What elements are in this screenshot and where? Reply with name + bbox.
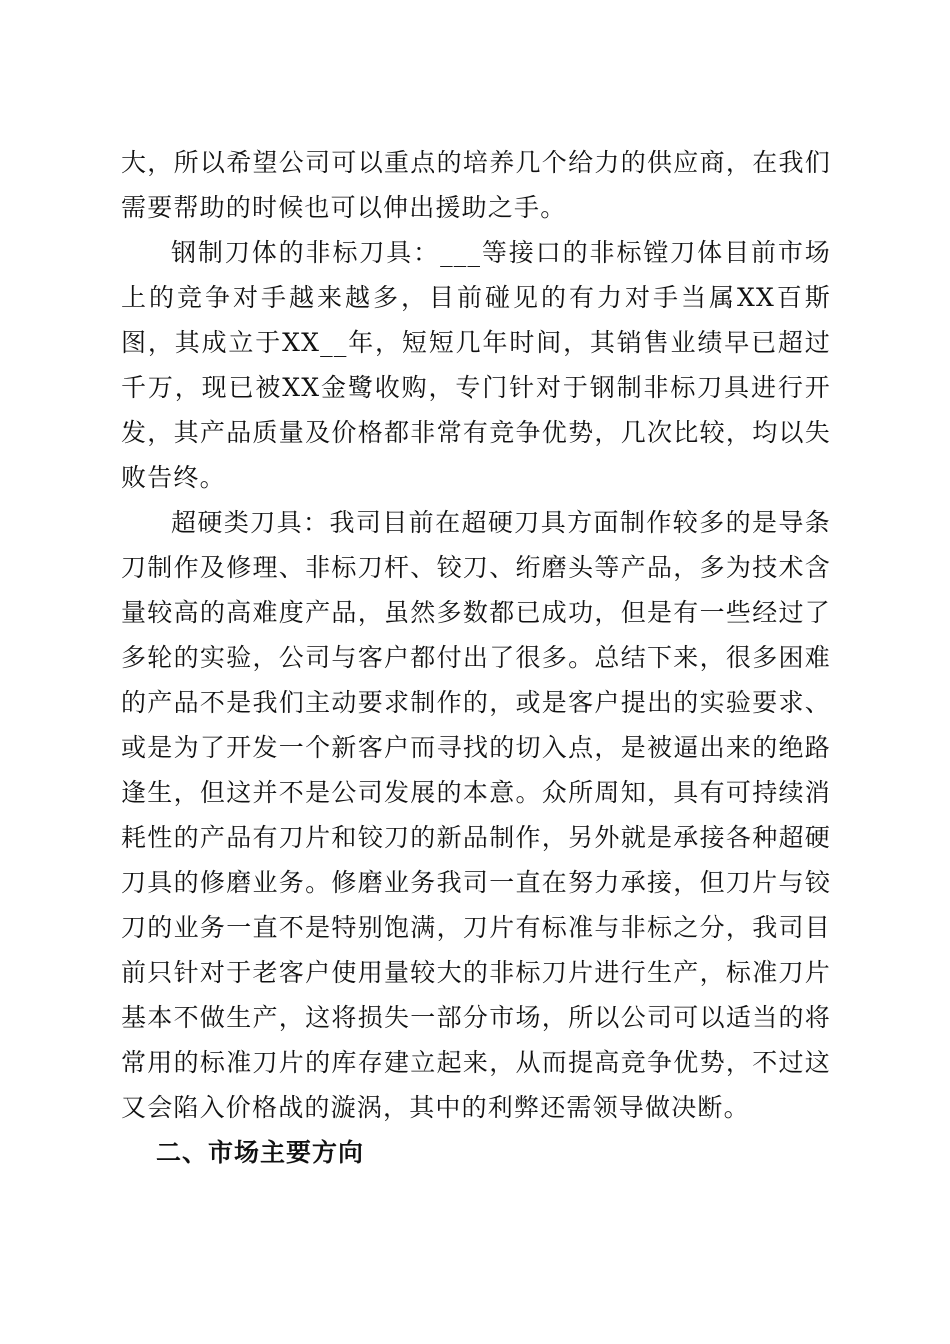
document-page xyxy=(121,140,831,1175)
section-heading: 二、市场主要方向 xyxy=(156,1138,365,1167)
paragraph-continuation: 大，所以希望公司可以重点的培养几个给力的供应商，在我们需要帮助的时候也可以伸出援助之手。 xyxy=(121,148,831,222)
paragraph-superhard-tools: 超硬类刀具：我司目前在超硬刀具方面制作较多的是导条刀制作及修理、非标刀杆、铰刀、绗磨头等产品，多为技术含量较高的高难度产品，虽然多数都已成功，但是有一些经过了多轮的实验，公司与客户都付出了很多。总结下来，很多困难的产品不是我们主动要求制作的，或是客户提出的实验要求、或是为了开发一个新客户而寻找的切入点，是被逼出来的绝路逢生，但这并不是公司发展的本意。众所周知，具有可持续消耗性的产品有刀片和铰刀的新品制作，另外就是承接各种超硬刀具的修磨业务。修磨业务我司一直在努力承接，但刀片与铰刀的业务一直不是特别饱满，刀片有标准与非标之分，我司目前只针对于老客户使用量较大的非标刀片进行生产，标准刀片基本不做生产，这将损失一部分市场，所以公司可以适当的将常用的标准刀片的库存建立起来，从而提高竞争优势，不过这又会陷入价格战的漩涡，其中的利弊还需领导做决断。 xyxy=(121,508,831,1122)
paragraph-steel-tools: 钢制刀体的非标刀具：___等接口的非标镗刀体目前市场上的竞争对手越来越多，目前碰见的有力对手当属XX百斯图，其成立于XX__年，短短几年时间，其销售业绩早已超过千万，现已被XX金鹭收购，专门针对于钢制非标刀具进行开发，其产品质量及价格都非常有竞争优势，几次比较，均以失败告终。 xyxy=(121,238,831,492)
